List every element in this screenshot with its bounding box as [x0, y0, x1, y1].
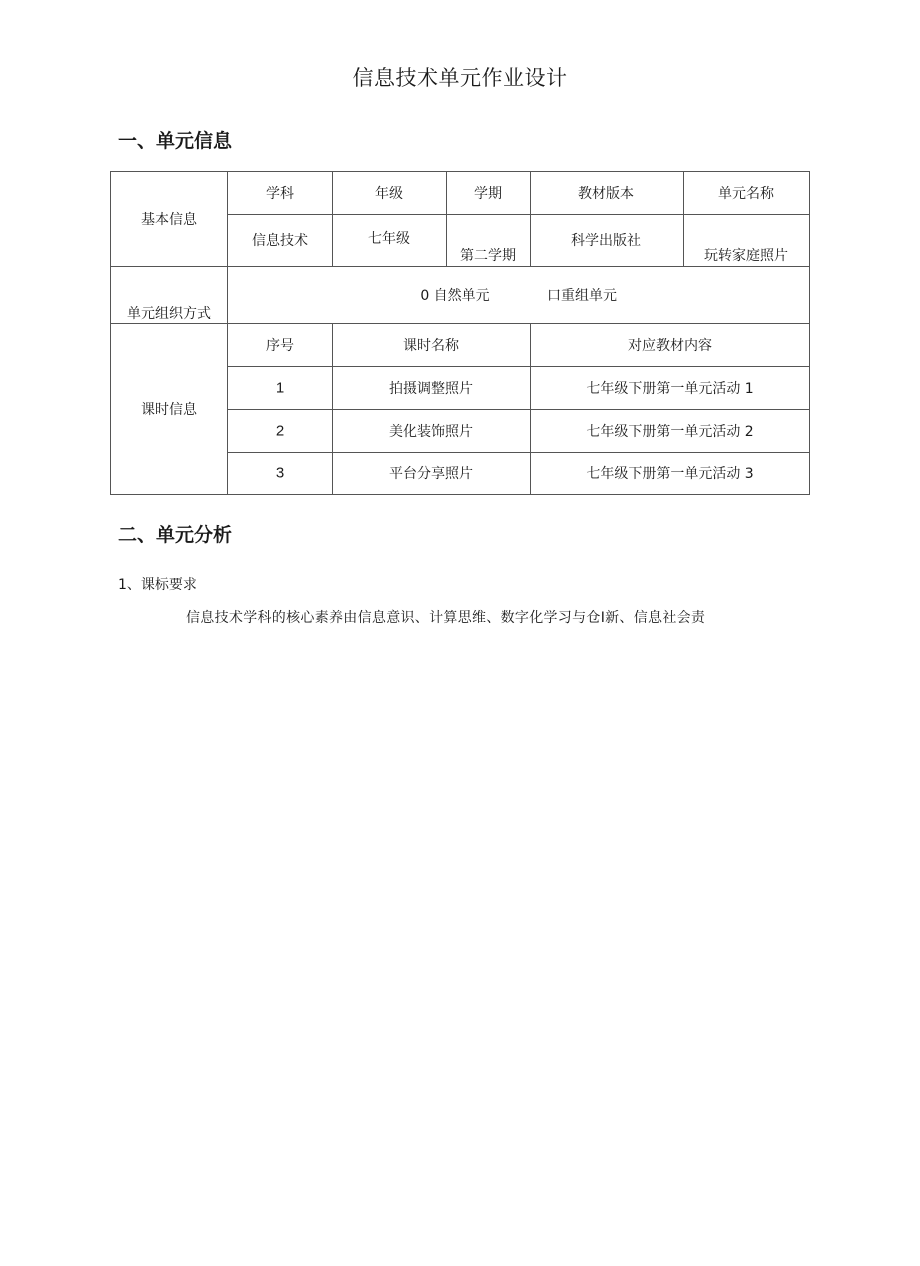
table-rule	[227, 214, 810, 215]
lesson-no: 1	[275, 379, 285, 397]
header-grade: 年级	[375, 186, 403, 202]
table-rule	[530, 323, 531, 495]
organization-option-natural: 0 自然单元	[420, 288, 490, 304]
value-subject: 信息技术	[252, 233, 308, 249]
header-subject: 学科	[266, 186, 294, 202]
value-textbook-edition: 科学出版社	[571, 233, 641, 249]
value-semester: 第二学期	[460, 248, 516, 264]
subheading-curriculum-requirements: 1、课标要求	[118, 577, 197, 593]
header-textbook-edition: 教材版本	[578, 186, 634, 202]
lesson-content: 七年级下册第一单元活动 3	[586, 466, 754, 482]
table-border	[110, 171, 111, 495]
value-grade: 七年级	[368, 231, 410, 247]
table-border	[110, 494, 810, 495]
lessons-header-content: 对应教材内容	[628, 338, 712, 354]
table-rule	[332, 323, 333, 495]
header-semester: 学期	[474, 186, 502, 202]
table-rule	[110, 266, 810, 267]
header-unit-name: 单元名称	[718, 186, 774, 202]
section-heading-unit-info: 一、单元信息	[118, 130, 233, 152]
table-rule	[446, 171, 447, 267]
lesson-no: 3	[275, 464, 285, 482]
table-rule	[110, 323, 810, 324]
table-rule	[683, 171, 684, 267]
basic-info-label: 基本信息	[141, 212, 197, 228]
lesson-name: 美化装饰照片	[389, 424, 473, 440]
lesson-content: 七年级下册第一单元活动 1	[586, 381, 754, 397]
table-rule	[227, 171, 228, 495]
organization-option-regrouped: 口重组单元	[547, 288, 617, 304]
table-rule	[332, 171, 333, 267]
table-border	[809, 171, 810, 495]
table-rule	[530, 171, 531, 267]
section-heading-unit-analysis: 二、单元分析	[118, 524, 233, 546]
lesson-name: 平台分享照片	[389, 466, 473, 482]
lessons-label: 课时信息	[141, 402, 197, 418]
value-unit-name: 玩转家庭照片	[704, 248, 788, 264]
table-rule	[227, 366, 810, 367]
table-border	[110, 171, 810, 172]
organization-label: 单元组织方式	[127, 306, 211, 322]
lesson-content: 七年级下册第一单元活动 2	[586, 424, 754, 440]
table-rule	[227, 409, 810, 410]
lessons-header-no: 序号	[266, 338, 294, 354]
lesson-no: 2	[275, 422, 285, 440]
body-paragraph: 信息技术学科的核心素养由信息意识、计算思维、数字化学习与仓Ⅰ新、信息社会责	[186, 610, 706, 626]
lesson-name: 拍摄调整照片	[389, 381, 473, 397]
table-rule	[227, 452, 810, 453]
document-title: 信息技术单元作业设计	[352, 66, 568, 90]
lessons-header-name: 课时名称	[403, 338, 459, 354]
